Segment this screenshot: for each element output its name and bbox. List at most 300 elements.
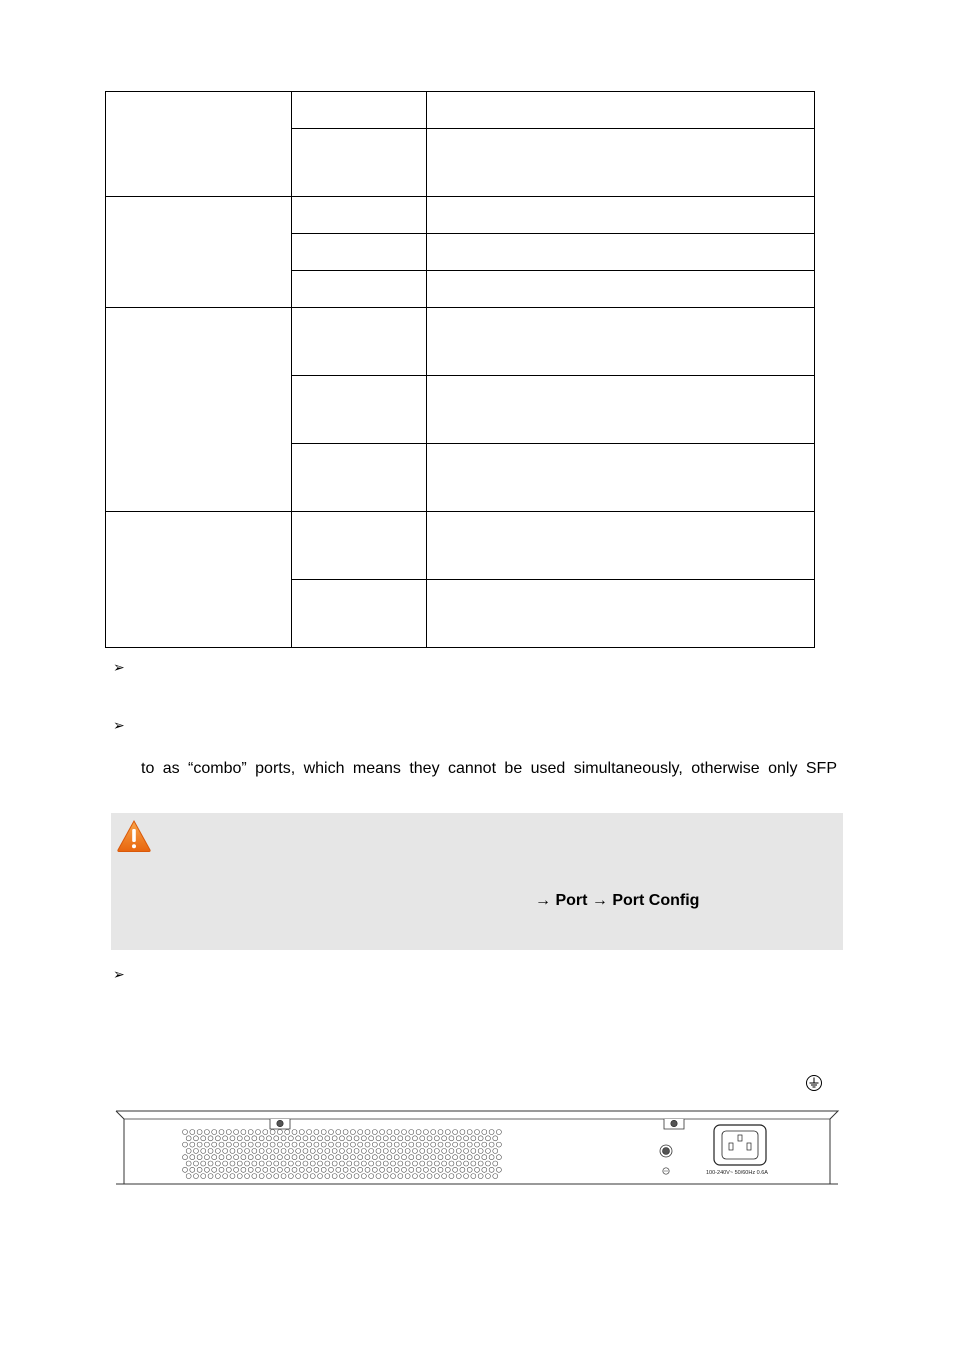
vent-hole	[427, 1174, 432, 1179]
warning-triangle-icon	[116, 819, 152, 853]
vent-hole	[270, 1130, 275, 1135]
vent-hole	[423, 1167, 428, 1172]
vent-hole	[263, 1167, 268, 1172]
vent-hole	[314, 1167, 319, 1172]
vent-hole	[354, 1161, 359, 1166]
table-cell-led	[106, 197, 292, 308]
vent-hole	[489, 1130, 494, 1135]
bullet-marker-3: ➢	[113, 966, 125, 982]
vent-hole	[259, 1148, 264, 1153]
vent-hole	[478, 1136, 483, 1141]
vent-hole	[193, 1148, 198, 1153]
vent-hole	[412, 1174, 417, 1179]
vent-hole	[485, 1148, 490, 1153]
vent-hole	[383, 1174, 388, 1179]
vent-hole	[482, 1130, 487, 1135]
vent-hole	[299, 1130, 304, 1135]
vent-hole	[358, 1167, 363, 1172]
vent-hole	[212, 1167, 217, 1172]
vent-hole	[471, 1136, 476, 1141]
vent-hole	[482, 1155, 487, 1160]
vent-hole	[263, 1142, 268, 1147]
vent-hole	[420, 1161, 425, 1166]
vent-hole	[223, 1174, 228, 1179]
table-cell-status	[292, 512, 427, 580]
vent-hole	[343, 1142, 348, 1147]
vent-hole	[398, 1136, 403, 1141]
vent-hole	[186, 1136, 191, 1141]
vent-hole	[369, 1136, 374, 1141]
vent-hole	[467, 1155, 472, 1160]
vent-hole	[485, 1161, 490, 1166]
vent-hole	[256, 1155, 261, 1160]
vent-hole	[285, 1167, 290, 1172]
vent-hole	[318, 1174, 323, 1179]
vent-hole	[314, 1142, 319, 1147]
vent-hole	[183, 1130, 188, 1135]
vent-hole	[183, 1155, 188, 1160]
vent-hole	[252, 1161, 257, 1166]
vent-hole	[299, 1155, 304, 1160]
vent-hole	[190, 1130, 195, 1135]
table-cell-indication	[427, 234, 815, 271]
vent-hole	[434, 1136, 439, 1141]
vent-hole	[453, 1155, 458, 1160]
vent-hole	[394, 1167, 399, 1172]
vent-hole	[329, 1142, 334, 1147]
vent-hole	[496, 1155, 501, 1160]
vent-hole	[325, 1161, 330, 1166]
vent-hole	[325, 1174, 330, 1179]
vent-hole	[186, 1161, 191, 1166]
vent-hole	[496, 1130, 501, 1135]
table-cell-status	[292, 129, 427, 197]
vent-hole	[296, 1148, 301, 1153]
vent-hole	[372, 1155, 377, 1160]
table-cell-status	[292, 444, 427, 512]
vent-hole	[493, 1161, 498, 1166]
vent-hole	[208, 1136, 213, 1141]
table-cell-indication	[427, 444, 815, 512]
vent-hole	[285, 1130, 290, 1135]
vent-hole	[453, 1142, 458, 1147]
vent-hole	[460, 1167, 465, 1172]
vent-hole	[266, 1148, 271, 1153]
vent-hole	[277, 1130, 282, 1135]
vent-hole	[274, 1161, 279, 1166]
vent-hole	[361, 1136, 366, 1141]
table-cell-status	[292, 580, 427, 648]
vent-hole	[318, 1161, 323, 1166]
vent-hole	[402, 1155, 407, 1160]
vent-hole	[464, 1161, 469, 1166]
vent-hole	[391, 1161, 396, 1166]
vent-hole	[204, 1130, 209, 1135]
vent-hole	[332, 1148, 337, 1153]
vent-hole	[409, 1130, 414, 1135]
vent-hole	[420, 1174, 425, 1179]
vent-hole	[292, 1167, 297, 1172]
vent-hole	[412, 1136, 417, 1141]
vent-hole	[438, 1155, 443, 1160]
vent-hole	[245, 1148, 250, 1153]
vent-hole	[230, 1136, 235, 1141]
table-cell-status	[292, 197, 427, 234]
vent-hole	[303, 1161, 308, 1166]
vent-hole	[449, 1148, 454, 1153]
vent-hole	[467, 1167, 472, 1172]
vent-hole	[354, 1174, 359, 1179]
note-menu-path	[535, 891, 699, 911]
vent-hole	[372, 1142, 377, 1147]
vent-hole	[270, 1142, 275, 1147]
vent-hole	[339, 1161, 344, 1166]
vent-hole	[434, 1161, 439, 1166]
vent-hole	[292, 1155, 297, 1160]
vent-hole	[296, 1161, 301, 1166]
vent-hole	[321, 1130, 326, 1135]
vent-hole	[412, 1161, 417, 1166]
vent-hole	[460, 1142, 465, 1147]
vent-hole	[365, 1130, 370, 1135]
vent-hole	[475, 1130, 480, 1135]
vent-hole	[394, 1130, 399, 1135]
vent-hole	[358, 1142, 363, 1147]
vent-hole	[219, 1130, 224, 1135]
vent-hole	[263, 1130, 268, 1135]
vent-hole	[456, 1174, 461, 1179]
vent-hole	[256, 1167, 261, 1172]
vent-hole	[193, 1161, 198, 1166]
vent-hole	[215, 1174, 220, 1179]
table-cell-indication	[427, 129, 815, 197]
vent-hole	[303, 1148, 308, 1153]
vent-hole	[398, 1174, 403, 1179]
vent-hole	[387, 1167, 392, 1172]
table-cell-status	[292, 308, 427, 376]
vent-hole	[321, 1142, 326, 1147]
vent-hole	[204, 1142, 209, 1147]
vent-hole	[183, 1167, 188, 1172]
vent-hole	[241, 1167, 246, 1172]
vent-hole	[467, 1142, 472, 1147]
vent-hole	[471, 1161, 476, 1166]
vent-hole	[212, 1142, 217, 1147]
vent-hole	[445, 1167, 450, 1172]
vent-hole	[347, 1148, 352, 1153]
vent-hole	[369, 1161, 374, 1166]
vent-hole	[387, 1155, 392, 1160]
vent-hole	[201, 1136, 206, 1141]
vent-hole	[489, 1142, 494, 1147]
vent-hole	[215, 1136, 220, 1141]
vent-hole	[329, 1130, 334, 1135]
vent-hole	[372, 1130, 377, 1135]
vent-hole	[423, 1155, 428, 1160]
vent-hole	[420, 1148, 425, 1153]
vent-hole	[325, 1136, 330, 1141]
vent-hole	[193, 1136, 198, 1141]
vent-hole	[277, 1142, 282, 1147]
vent-hole	[489, 1167, 494, 1172]
vent-hole	[350, 1130, 355, 1135]
vent-hole	[391, 1174, 396, 1179]
vent-hole	[336, 1130, 341, 1135]
vent-hole	[215, 1161, 220, 1166]
vent-hole	[310, 1136, 315, 1141]
vent-hole	[296, 1136, 301, 1141]
table-cell-indication	[427, 376, 815, 444]
vent-hole	[288, 1174, 293, 1179]
vent-hole	[219, 1142, 224, 1147]
vent-hole	[361, 1148, 366, 1153]
bullet-marker-1: ➢	[113, 659, 125, 675]
vent-hole	[350, 1155, 355, 1160]
vent-hole	[223, 1136, 228, 1141]
vent-hole	[358, 1130, 363, 1135]
vent-hole	[420, 1136, 425, 1141]
table-row	[106, 512, 815, 580]
vent-hole	[376, 1174, 381, 1179]
vent-hole	[234, 1155, 239, 1160]
vent-hole	[339, 1136, 344, 1141]
vent-hole	[456, 1148, 461, 1153]
vent-hole	[263, 1155, 268, 1160]
vent-hole	[193, 1174, 198, 1179]
vent-hole	[310, 1148, 315, 1153]
vent-hole	[493, 1136, 498, 1141]
vent-hole	[464, 1136, 469, 1141]
vent-hole	[405, 1136, 410, 1141]
vent-hole	[376, 1148, 381, 1153]
vent-hole	[453, 1167, 458, 1172]
vent-hole	[398, 1148, 403, 1153]
vent-hole	[190, 1167, 195, 1172]
vent-hole	[354, 1136, 359, 1141]
vent-hole	[387, 1142, 392, 1147]
vent-hole	[394, 1142, 399, 1147]
vent-hole	[387, 1130, 392, 1135]
vent-hole	[427, 1136, 432, 1141]
vent-hole	[354, 1148, 359, 1153]
vent-hole	[449, 1161, 454, 1166]
vent-hole	[186, 1174, 191, 1179]
vent-hole	[423, 1142, 428, 1147]
vent-hole	[496, 1142, 501, 1147]
rear-screw-left	[277, 1120, 283, 1126]
rear-panel-illustration	[114, 1108, 840, 1188]
vent-hole	[431, 1167, 436, 1172]
led-status-table	[105, 91, 815, 648]
vent-hole	[201, 1161, 206, 1166]
vent-hole	[318, 1148, 323, 1153]
vent-hole	[347, 1161, 352, 1166]
vent-hole	[405, 1161, 410, 1166]
vent-hole	[416, 1155, 421, 1160]
vent-hole	[376, 1136, 381, 1141]
vent-hole	[212, 1155, 217, 1160]
vent-hole	[380, 1130, 385, 1135]
vent-hole	[478, 1161, 483, 1166]
vent-hole	[332, 1161, 337, 1166]
vent-hole	[416, 1167, 421, 1172]
vent-hole	[380, 1167, 385, 1172]
vent-hole	[226, 1167, 231, 1172]
vent-hole	[339, 1148, 344, 1153]
vent-hole	[445, 1155, 450, 1160]
vent-hole	[416, 1142, 421, 1147]
vent-hole	[325, 1148, 330, 1153]
vent-hole	[303, 1174, 308, 1179]
vent-hole	[190, 1142, 195, 1147]
table-row	[106, 308, 815, 376]
vent-hole	[197, 1142, 202, 1147]
vent-hole	[412, 1148, 417, 1153]
vent-hole	[471, 1174, 476, 1179]
vent-hole	[361, 1161, 366, 1166]
vent-hole	[478, 1148, 483, 1153]
vent-hole	[234, 1130, 239, 1135]
menu-path-port-config: → Port Config	[591, 892, 700, 909]
vent-hole	[464, 1148, 469, 1153]
vent-hole	[245, 1161, 250, 1166]
vent-hole	[252, 1174, 257, 1179]
vent-hole	[416, 1130, 421, 1135]
ventilation-grille	[183, 1130, 502, 1179]
vent-hole	[252, 1148, 257, 1153]
vent-hole	[434, 1174, 439, 1179]
vent-hole	[245, 1174, 250, 1179]
vent-hole	[336, 1142, 341, 1147]
vent-hole	[245, 1136, 250, 1141]
vent-hole	[478, 1174, 483, 1179]
combo-port-paragraph: to as “combo” ports, which means they cannot be used simultaneously, otherwise only SFP	[141, 760, 837, 777]
vent-hole	[234, 1142, 239, 1147]
vent-hole	[464, 1174, 469, 1179]
vent-hole	[332, 1136, 337, 1141]
vent-hole	[237, 1174, 242, 1179]
vent-hole	[230, 1174, 235, 1179]
vent-hole	[332, 1174, 337, 1179]
vent-hole	[402, 1167, 407, 1172]
vent-hole	[274, 1174, 279, 1179]
vent-hole	[369, 1174, 374, 1179]
vent-hole	[431, 1155, 436, 1160]
vent-hole	[197, 1167, 202, 1172]
vent-hole	[223, 1148, 228, 1153]
vent-hole	[212, 1130, 217, 1135]
vent-hole	[266, 1161, 271, 1166]
vent-hole	[329, 1155, 334, 1160]
vent-hole	[482, 1167, 487, 1172]
vent-hole	[226, 1130, 231, 1135]
vent-hole	[314, 1155, 319, 1160]
vent-hole	[365, 1155, 370, 1160]
vent-hole	[405, 1148, 410, 1153]
vent-hole	[394, 1155, 399, 1160]
menu-path-port: → Port	[535, 892, 588, 909]
vent-hole	[307, 1167, 312, 1172]
vent-hole	[252, 1136, 257, 1141]
vent-hole	[427, 1161, 432, 1166]
vent-hole	[237, 1136, 242, 1141]
vent-hole	[299, 1167, 304, 1172]
vent-hole	[234, 1167, 239, 1172]
vent-hole	[226, 1155, 231, 1160]
vent-hole	[241, 1155, 246, 1160]
vent-hole	[460, 1155, 465, 1160]
vent-hole	[310, 1161, 315, 1166]
vent-hole	[270, 1167, 275, 1172]
vent-hole	[380, 1142, 385, 1147]
vent-hole	[281, 1136, 286, 1141]
vent-hole	[201, 1174, 206, 1179]
vent-hole	[281, 1161, 286, 1166]
vent-hole	[467, 1130, 472, 1135]
vent-hole	[226, 1142, 231, 1147]
vent-hole	[190, 1155, 195, 1160]
vent-hole	[475, 1167, 480, 1172]
table-cell-status	[292, 234, 427, 271]
vent-hole	[471, 1148, 476, 1153]
vent-hole	[299, 1142, 304, 1147]
vent-hole	[445, 1130, 450, 1135]
vent-hole	[321, 1167, 326, 1172]
vent-hole	[343, 1167, 348, 1172]
vent-hole	[475, 1142, 480, 1147]
vent-hole	[350, 1142, 355, 1147]
vent-hole	[445, 1142, 450, 1147]
vent-hole	[197, 1130, 202, 1135]
vent-hole	[186, 1148, 191, 1153]
vent-hole	[201, 1148, 206, 1153]
table-cell-status	[292, 376, 427, 444]
vent-hole	[292, 1130, 297, 1135]
vent-hole	[288, 1161, 293, 1166]
vent-hole	[256, 1142, 261, 1147]
vent-hole	[259, 1174, 264, 1179]
table-row	[106, 197, 815, 234]
vent-hole	[391, 1148, 396, 1153]
vent-hole	[318, 1136, 323, 1141]
vent-hole	[402, 1142, 407, 1147]
vent-hole	[259, 1136, 264, 1141]
vent-hole	[485, 1174, 490, 1179]
vent-hole	[223, 1161, 228, 1166]
bullet-marker-2: ➢	[113, 717, 125, 733]
vent-hole	[303, 1136, 308, 1141]
note-box	[111, 813, 843, 950]
vent-hole	[365, 1142, 370, 1147]
vent-hole	[274, 1148, 279, 1153]
vent-hole	[456, 1136, 461, 1141]
vent-hole	[285, 1155, 290, 1160]
vent-hole	[376, 1161, 381, 1166]
vent-hole	[456, 1161, 461, 1166]
vent-hole	[208, 1148, 213, 1153]
vent-hole	[460, 1130, 465, 1135]
vent-hole	[383, 1161, 388, 1166]
vent-hole	[248, 1155, 253, 1160]
vent-hole	[248, 1142, 253, 1147]
vent-hole	[485, 1136, 490, 1141]
vent-hole	[347, 1174, 352, 1179]
vent-hole	[383, 1136, 388, 1141]
vent-hole	[208, 1174, 213, 1179]
vent-hole	[292, 1142, 297, 1147]
vent-hole	[307, 1155, 312, 1160]
vent-hole	[281, 1148, 286, 1153]
